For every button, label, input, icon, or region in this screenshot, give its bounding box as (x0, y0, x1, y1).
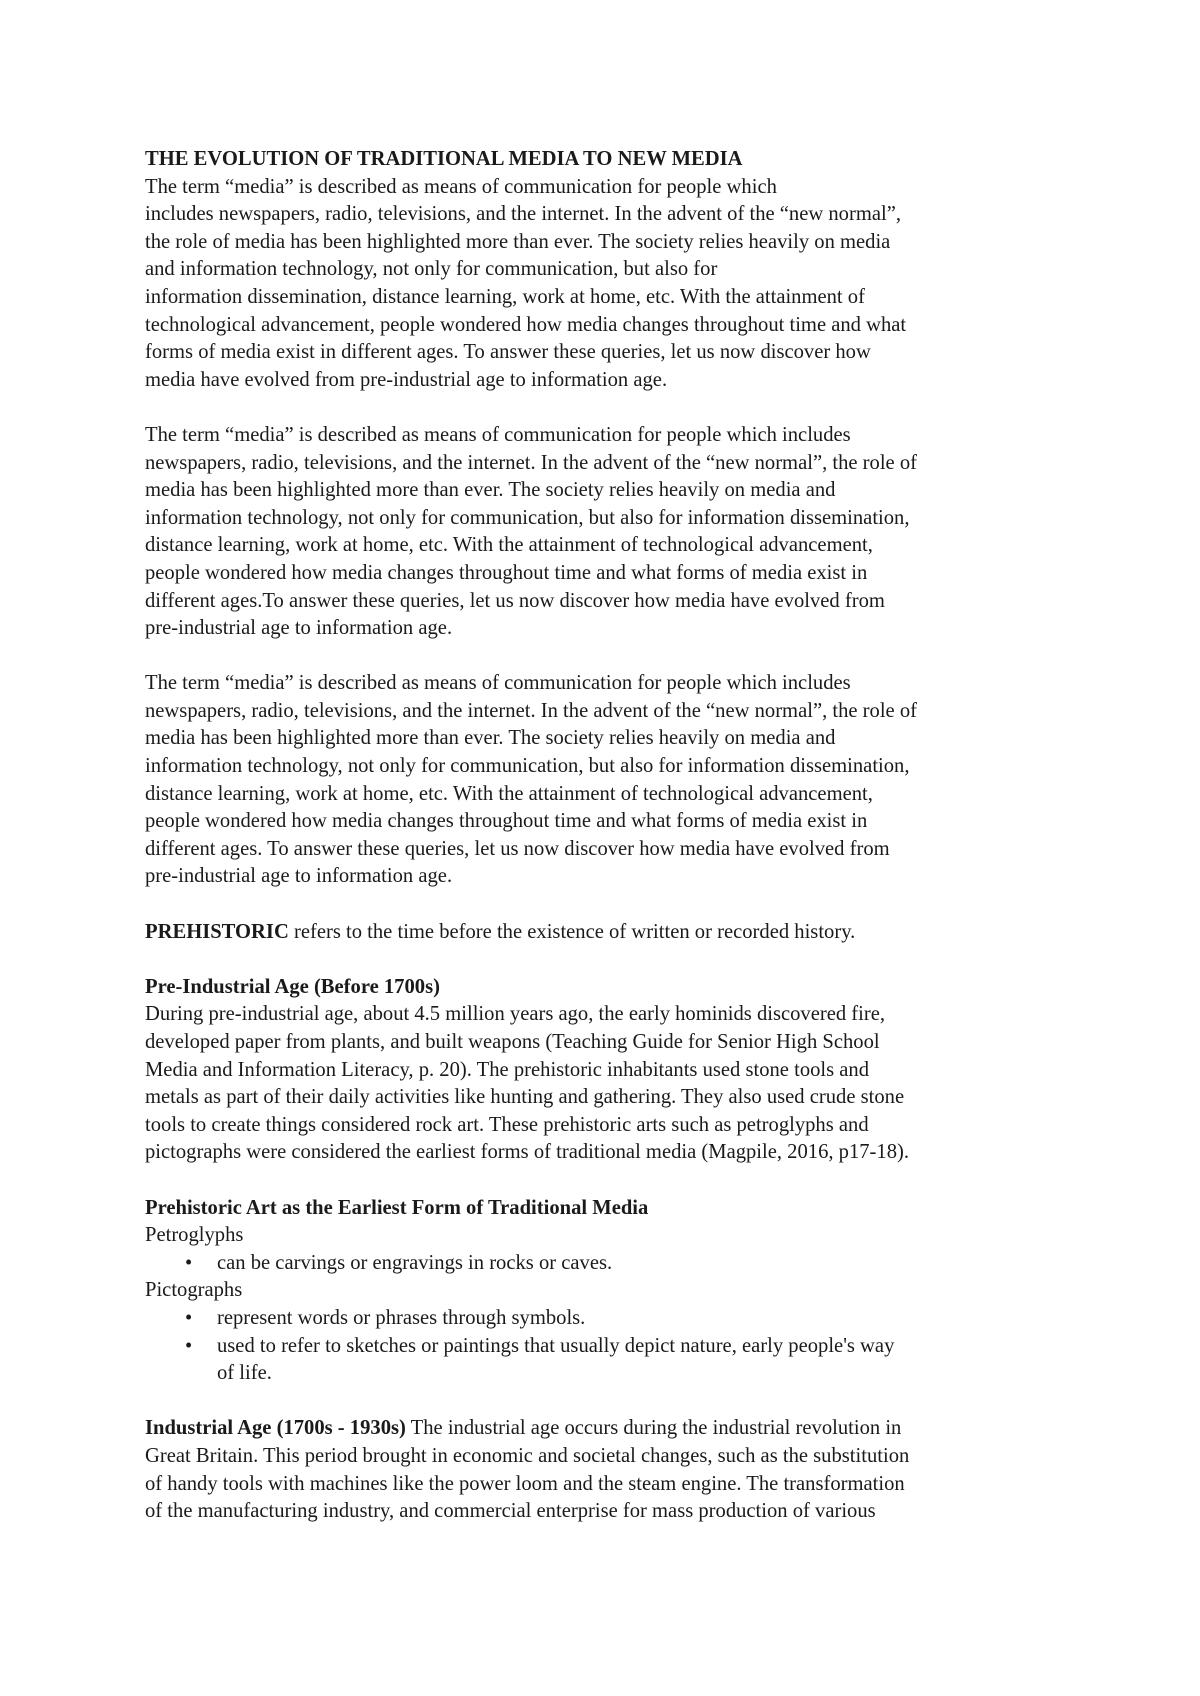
intro-paragraph-3 (145, 670, 1065, 891)
preindustrial-heading: Pre-Industrial Age (Before 1700s) (145, 975, 440, 998)
text-line: forms of media exist in different ages. To answer these queries, let us now discover how (145, 341, 871, 364)
text-line: and information technology, not only for communication, but also for (145, 258, 718, 281)
text-line: different ages.To answer these queries, let us now discover how media have evolved from (145, 589, 885, 612)
pictographs-label: Pictographs (145, 1279, 243, 1302)
text-line: pre-industrial age to information age. (145, 865, 453, 888)
text-line: The term “media” is described as means of communication for people which includes (145, 423, 851, 446)
list-item: • represent words or phrases through symbols. (145, 1305, 1065, 1333)
intro-paragraph-1 (145, 174, 1065, 395)
text-line: people wondered how media changes throughout time and what forms of media exist in (145, 561, 868, 584)
text-line: newspapers, radio, televisions, and the internet. In the advent of the “new normal”, the role of (145, 699, 918, 722)
text-line: Media and Information Literacy, p. 20). The prehistoric inhabitants used stone tools and (145, 1058, 870, 1081)
text-line: information technology, not only for communication, but also for information dissemination, (145, 506, 910, 529)
text-line: media has been highlighted more than ever. The society relies heavily on media and (145, 727, 836, 750)
text-line: media have evolved from pre-industrial age to information age. (145, 368, 668, 391)
text-line: developed paper from plants, and built weapons (Teaching Guide for Senior High School (145, 1031, 880, 1053)
text-line: information dissemination, distance learning, work at home, etc. With the attainment of (145, 285, 865, 308)
text-line: distance learning, work at home, etc. With the attainment of technological advancement, (145, 782, 873, 805)
prehistoric-definition-text: refers to the time before the existence of written or recorded history. (288, 920, 856, 943)
document-body (145, 146, 1065, 1526)
prehistoric-term: PREHISTORIC (145, 920, 289, 943)
text-line: different ages. To answer these queries, let us now discover how media have evolved from (145, 837, 890, 860)
text-line: technological advancement, people wondered how media changes throughout time and what (145, 313, 907, 336)
industrial-heading: Industrial Age (1700s - 1930s) (145, 1417, 406, 1440)
text-line: people wondered how media changes throughout time and what forms of media exist in (145, 810, 868, 833)
list-item: • can be carvings or engravings in rocks or caves. (145, 1250, 1065, 1278)
prehistoric-definition (145, 919, 1065, 947)
text-line: The term “media” is described as means of communication for people which includes (145, 672, 851, 695)
text-line: metals as part of their daily activities like hunting and gathering. They also used crude stone (145, 1086, 905, 1109)
petroglyphs-list (145, 1250, 1065, 1278)
text-line: pre-industrial age to information age. (145, 617, 453, 640)
text-line: of handy tools with machines like the power loom and the steam engine. The transformation (145, 1472, 905, 1495)
text-line: distance learning, work at home, etc. With the attainment of technological advancement, (145, 534, 873, 557)
intro-paragraph-2 (145, 422, 1065, 643)
list-item: • used to refer to sketches or paintings that usually depict nature, early people's way of life. (145, 1333, 1065, 1388)
text-line: of the manufacturing industry, and commercial enterprise for mass production of various (145, 1500, 876, 1523)
text-line: includes newspapers, radio, televisions, and the internet. In the advent of the “new normal”, (145, 203, 902, 226)
text-line: media has been highlighted more than ever. The society relies heavily on media and (145, 479, 836, 502)
text-line: During pre-industrial age, about 4.5 million years ago, the early hominids discovered fire, (145, 1003, 886, 1026)
text-line: tools to create things considered rock art. These prehistoric arts such as petroglyphs and (145, 1113, 869, 1136)
preindustrial-paragraph (145, 1001, 1065, 1167)
text-line: The term “media” is described as means of communication for people which (145, 175, 777, 198)
text-line (145, 1415, 1065, 1443)
industrial-first-line-text: The industrial age occurs during the industrial revolution in (405, 1417, 902, 1440)
text-line: the role of media has been highlighted more than ever. The society relies heavily on media (145, 230, 891, 253)
text-line: pictographs were considered the earliest forms of traditional media (Magpile, 2016, p17-18). (145, 1141, 910, 1164)
industrial-paragraph (145, 1415, 1065, 1525)
document-title: THE EVOLUTION OF TRADITIONAL MEDIA TO NEW MEDIA (145, 148, 743, 170)
text-line: information technology, not only for communication, but also for information dissemination, (145, 755, 910, 778)
petroglyphs-label: Petroglyphs (145, 1224, 244, 1247)
text-line: newspapers, radio, televisions, and the internet. In the advent of the “new normal”, the role of (145, 451, 918, 474)
pictographs-list (145, 1305, 1065, 1388)
text-line: Great Britain. This period brought in economic and societal changes, such as the substitution (145, 1444, 910, 1467)
prehistoric-art-heading: Prehistoric Art as the Earliest Form of Traditional Media (145, 1196, 649, 1219)
